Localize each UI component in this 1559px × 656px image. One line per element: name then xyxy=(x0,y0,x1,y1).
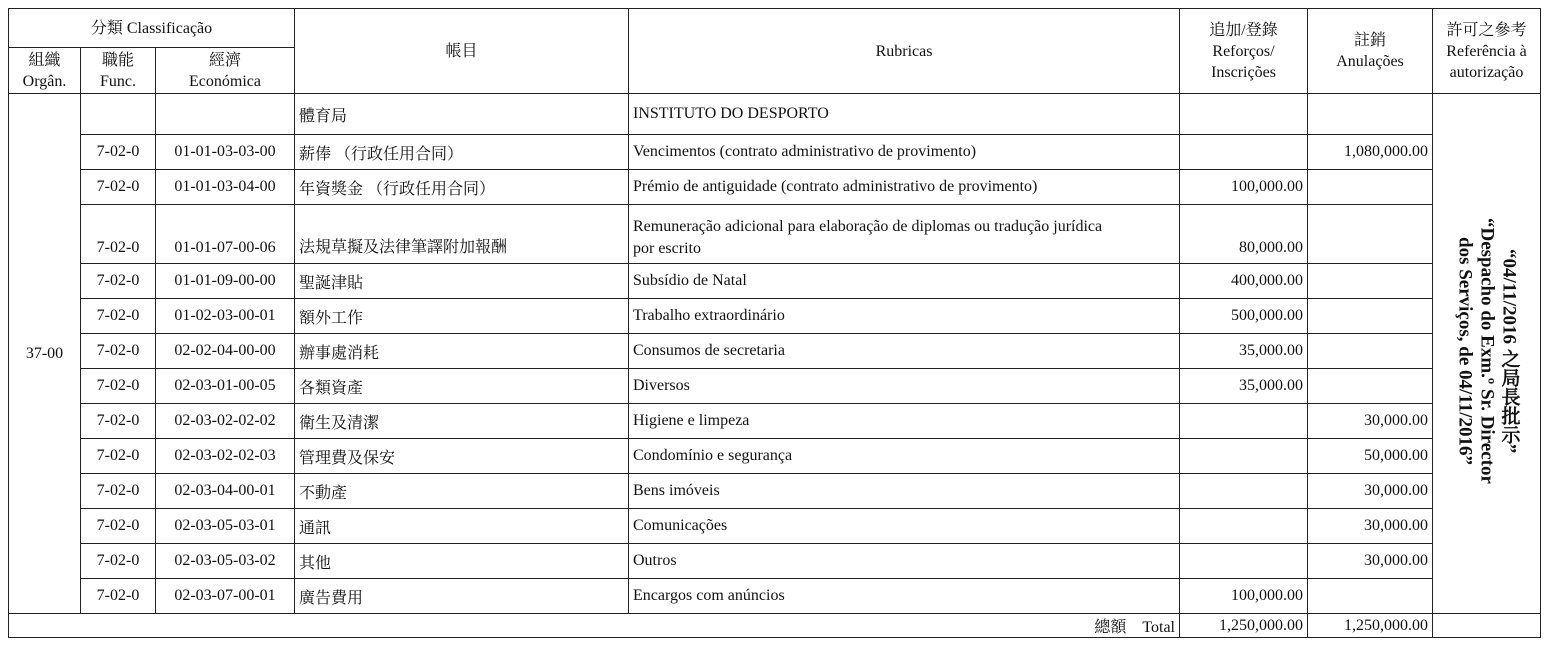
table-row: 7-02-0 02-03-04-00-01 不動產 Bens imóveis 30,000.00 xyxy=(9,474,1541,509)
pt-column-header: Rubricas xyxy=(629,9,1180,94)
classification-header: 分類 Classificação xyxy=(9,9,295,48)
table-row: 7-02-0 02-03-02-02-02 衛生及清潔 Higiene e limpeza 30,000.00 xyxy=(9,404,1541,439)
table-row: 7-02-0 02-03-02-02-03 管理費及保安 Condomínio e segurança 50,000.00 xyxy=(9,439,1541,474)
entity-row xyxy=(9,94,1541,135)
table-row: 7-02-0 01-01-07-00-06 法規草擬及法律筆譯附加報酬 Remuneração adicional para elaboração de diplomas ou tradução jurídica por escrito 80,000.00 xyxy=(9,205,1541,264)
eco-header: 經濟 Económica xyxy=(156,48,295,94)
total-row xyxy=(9,614,1541,638)
table-row: 7-02-0 02-03-01-00-05 各類資產 Diversos 35,000.00 xyxy=(9,369,1541,404)
table-row: 7-02-0 02-02-04-00-00 辦事處消耗 Consumos de secretaria 35,000.00 xyxy=(9,334,1541,369)
reforcos-header: 追加/登錄 Reforços/ Inscrições xyxy=(1180,9,1308,94)
entity-name-pt: INSTITUTO DO DESPORTO xyxy=(629,94,1180,135)
organ-header: 組織 Orgân. xyxy=(9,48,81,94)
entity-name-zh: 體育局 xyxy=(295,94,629,135)
budget-table xyxy=(8,8,1541,638)
total-anulacoes: 1,250,000.00 xyxy=(1308,614,1433,638)
func-header: 職能 Func. xyxy=(81,48,156,94)
organ-code: 37-00 xyxy=(9,94,81,614)
authorization-text: “04/11/2016 之局長批示” “Despacho do Exm.º Sr. Director dos Serviços, de 04/11/2016” xyxy=(1454,218,1520,484)
table-row: 7-02-0 02-03-07-00-01 廣告費用 Encargos com anúncios 100,000.00 xyxy=(9,579,1541,614)
table-row: 7-02-0 01-01-03-04-00 年資獎金 （行政任用合同） Prémio de antiguidade (contrato administrativo de provimento) 100,000.00 xyxy=(9,170,1541,205)
table-row: 7-02-0 01-02-03-00-01 額外工作 Trabalho extraordinário 500,000.00 xyxy=(9,299,1541,334)
total-label: 總額 Total xyxy=(9,614,1180,638)
table-row: 7-02-0 01-01-03-03-00 薪俸 （行政任用合同） Vencimentos (contrato administrativo de provimento) 1,080,000.00 xyxy=(9,135,1541,170)
table-row: 7-02-0 02-03-05-03-02 其他 Outros 30,000.00 xyxy=(9,544,1541,579)
authorization-cell xyxy=(1433,94,1541,614)
anulacoes-header: 註銷 Anulações xyxy=(1308,9,1433,94)
table-row: 7-02-0 01-01-09-00-00 聖誕津貼 Subsídio de Natal 400,000.00 xyxy=(9,264,1541,299)
table-row: 7-02-0 02-03-05-03-01 通訊 Comunicações 30,000.00 xyxy=(9,509,1541,544)
zh-column-header: 帳目 xyxy=(295,9,629,94)
total-reforcos: 1,250,000.00 xyxy=(1180,614,1308,638)
authorization-header: 許可之參考 Referência à autorização xyxy=(1433,9,1541,94)
